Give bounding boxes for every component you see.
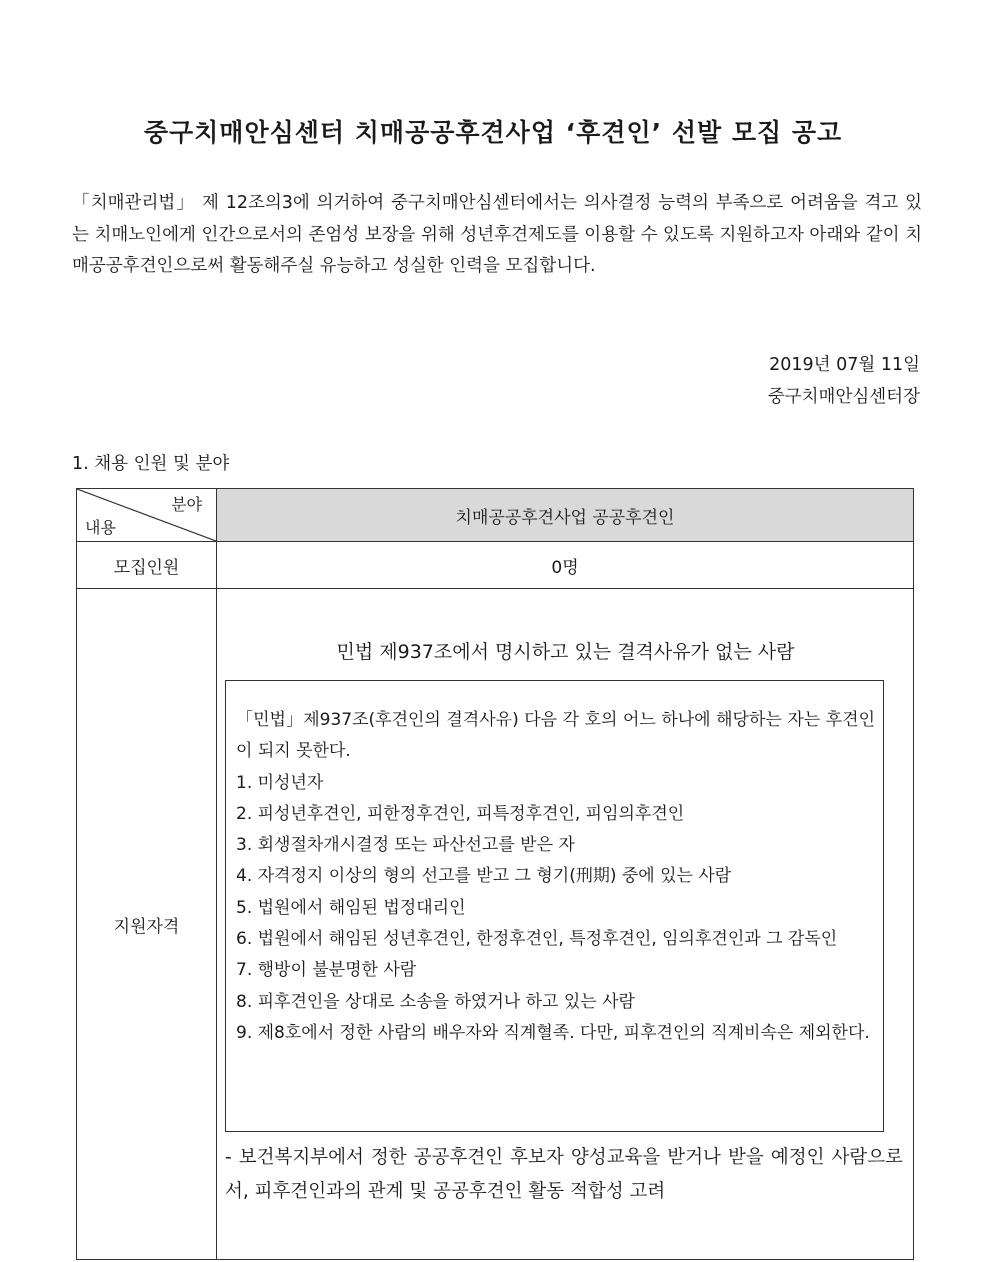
- document-title: 중구치매안심센터 치매공공후견사업 ‘후견인’ 선발 모집 공고: [143, 118, 843, 147]
- legal-item: 6. 법원에서 해임된 성년후견인, 한정후견인, 특정후견인, 임의후견인과 그 감독인: [236, 929, 838, 950]
- qualification-cell: [217, 589, 914, 1260]
- legal-excerpt-box: [225, 680, 884, 1132]
- qualification-row: [77, 589, 914, 1260]
- headcount-value: 0명: [217, 542, 914, 589]
- legal-item: 9. 제8호에서 정한 사람의 배우자와 직계혈족. 다만, 피후견인의 직계비속은 제외한다.: [236, 1022, 870, 1043]
- qualification-lead: 민법 제937조에서 명시하고 있는 결격사유가 없는 사람: [336, 641, 795, 663]
- headcount-row: [77, 542, 914, 589]
- section-heading: 1. 채용 인원 및 분야: [72, 454, 230, 474]
- field-name-cell: 치매공공후견사업 공공후견인: [217, 489, 914, 542]
- legal-item: 4. 자격정지 이상의 형의 선고를 받고 그 형기(刑期) 중에 있는 사람: [236, 866, 732, 887]
- legal-item: 3. 회생절차개시결정 또는 파산선고를 받은 자: [236, 835, 575, 856]
- header-field-label: 분야: [171, 495, 202, 514]
- legal-item: 2. 피성년후견인, 피한정후견인, 피특정후견인, 피임의후견인: [236, 803, 685, 824]
- diagonal-header-cell: [77, 489, 217, 542]
- header-content-label: 내용: [85, 518, 116, 537]
- legal-item: 5. 법원에서 해임된 법정대리인: [236, 897, 466, 918]
- qualification-note: - 보건복지부에서 정한 공공후견인 후보자 양성교육을 받거나 받을 예정인 사람으로서, 피후견인과의 관계 및 공공후견인 활동 적합성 고려: [225, 1147, 903, 1202]
- announcement-date: 2019년 07월 11일: [769, 355, 920, 375]
- legal-item: 8. 피후견인을 상대로 소송을 하였거나 하고 있는 사람: [236, 991, 635, 1012]
- legal-intro: 「민법」제937조(후견인의 결격사유) 다음 각 호의 어느 하나에 해당하는 자는 후견인이 되지 못한다.: [236, 710, 875, 762]
- headcount-label: 모집인원: [77, 542, 217, 589]
- issuer-name: 중구치매안심센터장: [767, 387, 920, 407]
- qualification-label: 지원자격: [77, 589, 217, 1260]
- recruitment-table: [76, 488, 914, 1260]
- intro-paragraph: 「치매관리법」 제 12조의3에 의거하여 중구치매안심센터에서는 의사결정 능력의 부족으로 어려움을 격고 있는 치매노인에게 인간으로서의 존엄성 보장을 위해 성년후견제도를 이용할 수 있도록 지원하고자 아래와 같이 치매공공후견인으로써 활동해주실 유능하고 성실한 인력을 모집합니다.: [72, 193, 922, 276]
- legal-item: 7. 행방이 불분명한 사람: [236, 960, 417, 981]
- table-header-row: [77, 489, 914, 542]
- legal-item: 1. 미성년자: [236, 772, 324, 793]
